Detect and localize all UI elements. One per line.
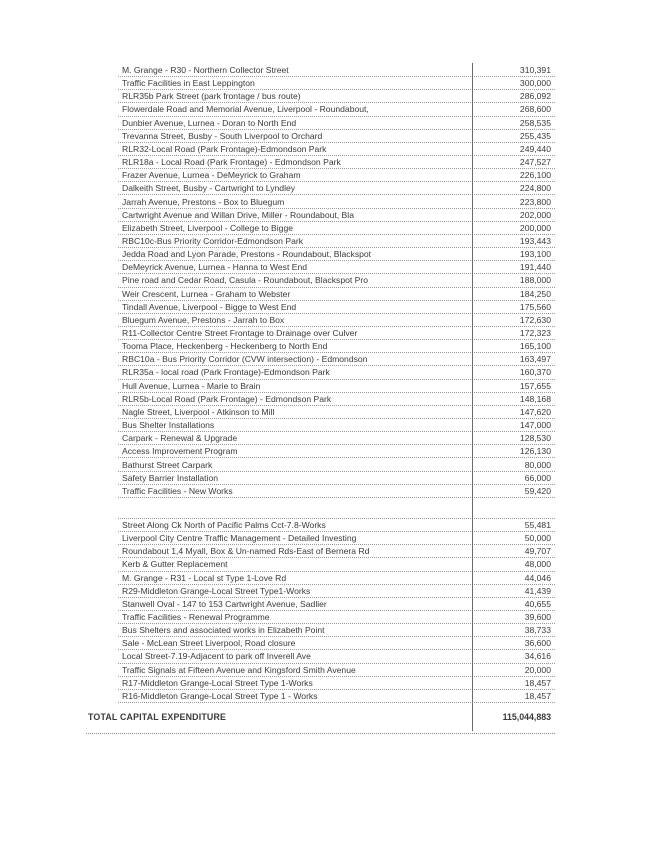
table-row [118, 393, 555, 406]
row-description: Traffic Signals at Fifteen Avenue and Kingsford Smith Avenue [122, 664, 356, 675]
row-description: Jarrah Avenue, Prestons - Box to Bluegum [122, 196, 285, 207]
row-amount: 193,100 [519, 249, 551, 260]
table-row [118, 169, 555, 182]
row-description: R16-Middleton Grange-Local Street Type 1 - Works [122, 690, 318, 701]
row-amount: 300,000 [519, 78, 551, 89]
row-description: Weir Crescent, Lurnea - Graham to Webster [122, 288, 291, 299]
table-row [118, 598, 555, 611]
row-amount: 44,046 [524, 572, 551, 583]
row-amount: 34,616 [524, 651, 551, 662]
row-amount: 80,000 [524, 459, 551, 470]
table-row [118, 117, 555, 130]
row-amount: 39,600 [524, 612, 551, 622]
row-amount: 20,000 [524, 664, 551, 675]
row-amount: 191,440 [519, 262, 551, 273]
row-amount: 50,000 [524, 533, 551, 544]
row-description: R17-Middleton Grange-Local Street Type 1-Works [122, 677, 313, 688]
table-row [118, 301, 555, 314]
row-amount: 193,443 [519, 235, 551, 246]
row-amount: 268,600 [519, 104, 551, 115]
row-description: Stanwell Oval - 147 to 153 Cartwright Avenue, Sadlier [122, 598, 327, 609]
row-amount: 126,130 [519, 446, 551, 457]
row-amount: 59,420 [524, 485, 551, 496]
table-row [118, 340, 555, 353]
row-description: R11-Collector Centre Street Frontage to Drainage over Culver [122, 328, 358, 338]
row-description: Elizabeth Street, Liverpool - College to Bigge [122, 222, 294, 233]
row-amount: 172,630 [519, 314, 551, 325]
table-row [118, 406, 555, 419]
column-divider [472, 63, 473, 702]
table-row [118, 235, 555, 248]
table-row [118, 90, 555, 103]
table-row [118, 432, 555, 445]
table-row [118, 380, 555, 393]
row-description: RLR18a - Local Road (Park Frontage) - Edmondson Park [122, 157, 341, 168]
table-row [118, 366, 555, 379]
row-description: Dalkeith Street, Busby - Cartwright to Lyndley [122, 183, 296, 194]
row-description: Kerb & Gutter Replacement [122, 559, 228, 570]
row-description: DeMeyrick Avenue, Lurnea - Hanna to West End [122, 262, 308, 273]
row-description: Safety Barrier Installation [122, 472, 219, 483]
table-row [118, 532, 555, 545]
table-row [118, 611, 555, 624]
table-row [118, 624, 555, 637]
row-description: RLR5b-Local Road (Park Frontage) - Edmondson Park [122, 393, 332, 404]
row-amount: 175,560 [519, 301, 551, 312]
table-row [118, 472, 555, 485]
row-amount: 172,323 [519, 328, 551, 338]
row-description: M. Grange - R31 - Local st Type 1-Love Rd [122, 572, 287, 583]
table-row [118, 445, 555, 458]
row-amount: 200,000 [519, 222, 551, 233]
table-row [118, 690, 555, 703]
row-description: Roundabout 1,4 Myall, Box & Un-named Rds-East of Bernera Rd [122, 546, 370, 557]
table-row [118, 143, 555, 156]
row-description: Street Along Ck North of Pacific Palms Cct-7.8-Works [122, 519, 326, 530]
total-bottom-rule [86, 733, 555, 734]
table-row [118, 209, 555, 222]
table-row [118, 274, 555, 287]
table-row [118, 519, 555, 532]
row-amount: 226,100 [519, 170, 551, 181]
table-row [118, 353, 555, 366]
table-row [118, 288, 555, 301]
row-description: Bus Shelter Installations [122, 420, 215, 431]
row-amount: 160,370 [519, 367, 551, 378]
row-description: Tooma Place, Heckenberg - Heckenberg to North End [122, 341, 328, 352]
table-row [118, 130, 555, 143]
row-amount: 48,000 [524, 559, 551, 570]
table-row [118, 248, 555, 261]
row-amount: 286,092 [519, 91, 551, 102]
table-row [118, 77, 555, 90]
row-description: Nagle Street, Liverpool - Atkinson to Mill [122, 406, 275, 417]
row-description: Access Improvement Program [122, 446, 238, 457]
row-amount: 310,391 [519, 65, 551, 75]
row-description: Traffic Facilities - Renewal Programme [122, 612, 270, 622]
row-amount: 49,707 [524, 546, 551, 557]
table-row [118, 650, 555, 663]
row-amount: 38,733 [524, 625, 551, 636]
total-label: TOTAL CAPITAL EXPENDITURE [88, 712, 227, 722]
row-description: RBC10a - Bus Priority Corridor (CVW intersection) - Edmondson [122, 354, 368, 365]
row-description: Liverpool City Centre Traffic Management - Detailed Investing [122, 533, 357, 544]
row-description: Frazer Avenue, Lurnea - DeMeyrick to Graham [122, 170, 301, 181]
table-row [118, 156, 555, 169]
row-description: Bus Shelters and associated works in Elizabeth Point [122, 625, 325, 636]
row-description: Bluegum Avenue, Prestons - Jarrah to Box [122, 314, 285, 325]
table-row [118, 182, 555, 195]
row-amount: 66,000 [524, 472, 551, 483]
row-description: Bathurst Street Carpark [122, 459, 213, 470]
table-row [118, 419, 555, 432]
row-amount: 165,100 [519, 341, 551, 352]
row-description: Flowerdale Road and Memorial Avenue, Liverpool - Roundabout, [122, 104, 369, 115]
row-amount: 249,440 [519, 143, 551, 154]
row-description: Pine road and Cedar Road, Casula - Roundabout, Blackspot Pro [122, 275, 369, 286]
row-amount: 41,439 [524, 585, 551, 596]
table-row [118, 572, 555, 585]
table-row [118, 261, 555, 274]
row-amount: 147,000 [519, 420, 551, 431]
row-description: RBC10c-Bus Priority Corridor-Edmondson Park [122, 235, 304, 246]
row-description: Carpark - Renewal & Upgrade [122, 433, 238, 444]
row-amount: 147,620 [519, 406, 551, 417]
total-row [86, 710, 555, 724]
row-amount: 163,497 [519, 354, 551, 365]
row-description: Traffic Facilities - New Works [122, 485, 233, 496]
table-row [118, 664, 555, 677]
row-description: RLR32-Local Road (Park Frontage)-Edmondson Park [122, 143, 327, 154]
table-row [118, 677, 555, 690]
row-description: Tindall Avenue, Liverpool - Bigge to West End [122, 301, 297, 312]
row-amount: 247,527 [519, 157, 551, 168]
total-amount: 115,044,883 [502, 712, 551, 722]
row-description: Dunbier Avenue, Lurnea - Doran to North End [122, 117, 297, 128]
table-row [118, 64, 555, 77]
row-description: Trevanna Street, Busby - South Liverpool to Orchard [122, 130, 323, 141]
row-description: R29-Middleton Grange-Local Street Type1-Works [122, 585, 311, 596]
table-row [118, 327, 555, 340]
row-amount: 202,000 [519, 209, 551, 220]
table-row [118, 585, 555, 598]
row-amount: 128,530 [519, 433, 551, 444]
row-amount: 255,435 [519, 130, 551, 141]
row-amount: 148,168 [519, 393, 551, 404]
table-row [118, 545, 555, 558]
row-amount: 18,457 [524, 677, 551, 688]
row-amount: 224,800 [519, 183, 551, 194]
row-description: Local Street-7.19-Adjacent to park off Inverell Ave [122, 651, 311, 662]
table-row [118, 485, 555, 498]
row-amount: 157,655 [519, 380, 551, 391]
row-amount: 223,800 [519, 196, 551, 207]
table-row [118, 314, 555, 327]
row-description: Cartwright Avenue and Willan Drive, Miller - Roundabout, Bla [122, 209, 354, 220]
row-description: M. Grange - R30 - Northern Collector Street [122, 65, 289, 75]
row-description: Sale - McLean Street Liverpool, Road closure [122, 638, 296, 649]
row-description: RLR35b Park Street (park frontage / bus route) [122, 91, 301, 102]
table-row [118, 459, 555, 472]
table-row [118, 637, 555, 650]
row-amount: 36,600 [524, 638, 551, 649]
row-amount: 55,481 [524, 519, 551, 530]
row-amount: 184,250 [519, 288, 551, 299]
table-row [118, 498, 555, 519]
table-row [118, 196, 555, 209]
row-description: RLR35a - local road (Park Frontage)-Edmondson Park [122, 367, 330, 378]
row-amount: 188,000 [519, 275, 551, 286]
table-row [118, 558, 555, 571]
row-amount: 258,535 [519, 117, 551, 128]
row-amount: 18,457 [524, 690, 551, 701]
table-row [118, 222, 555, 235]
table-row [118, 103, 555, 116]
row-description: Traffic Facilities in East Leppington [122, 78, 255, 89]
row-amount: 40,655 [524, 598, 551, 609]
row-description: Jedda Road and Lyon Parade, Prestons - Roundabout, Blackspot [122, 249, 372, 260]
row-description: Hull Avenue, Lurnea - Marie to Brain [122, 380, 261, 391]
